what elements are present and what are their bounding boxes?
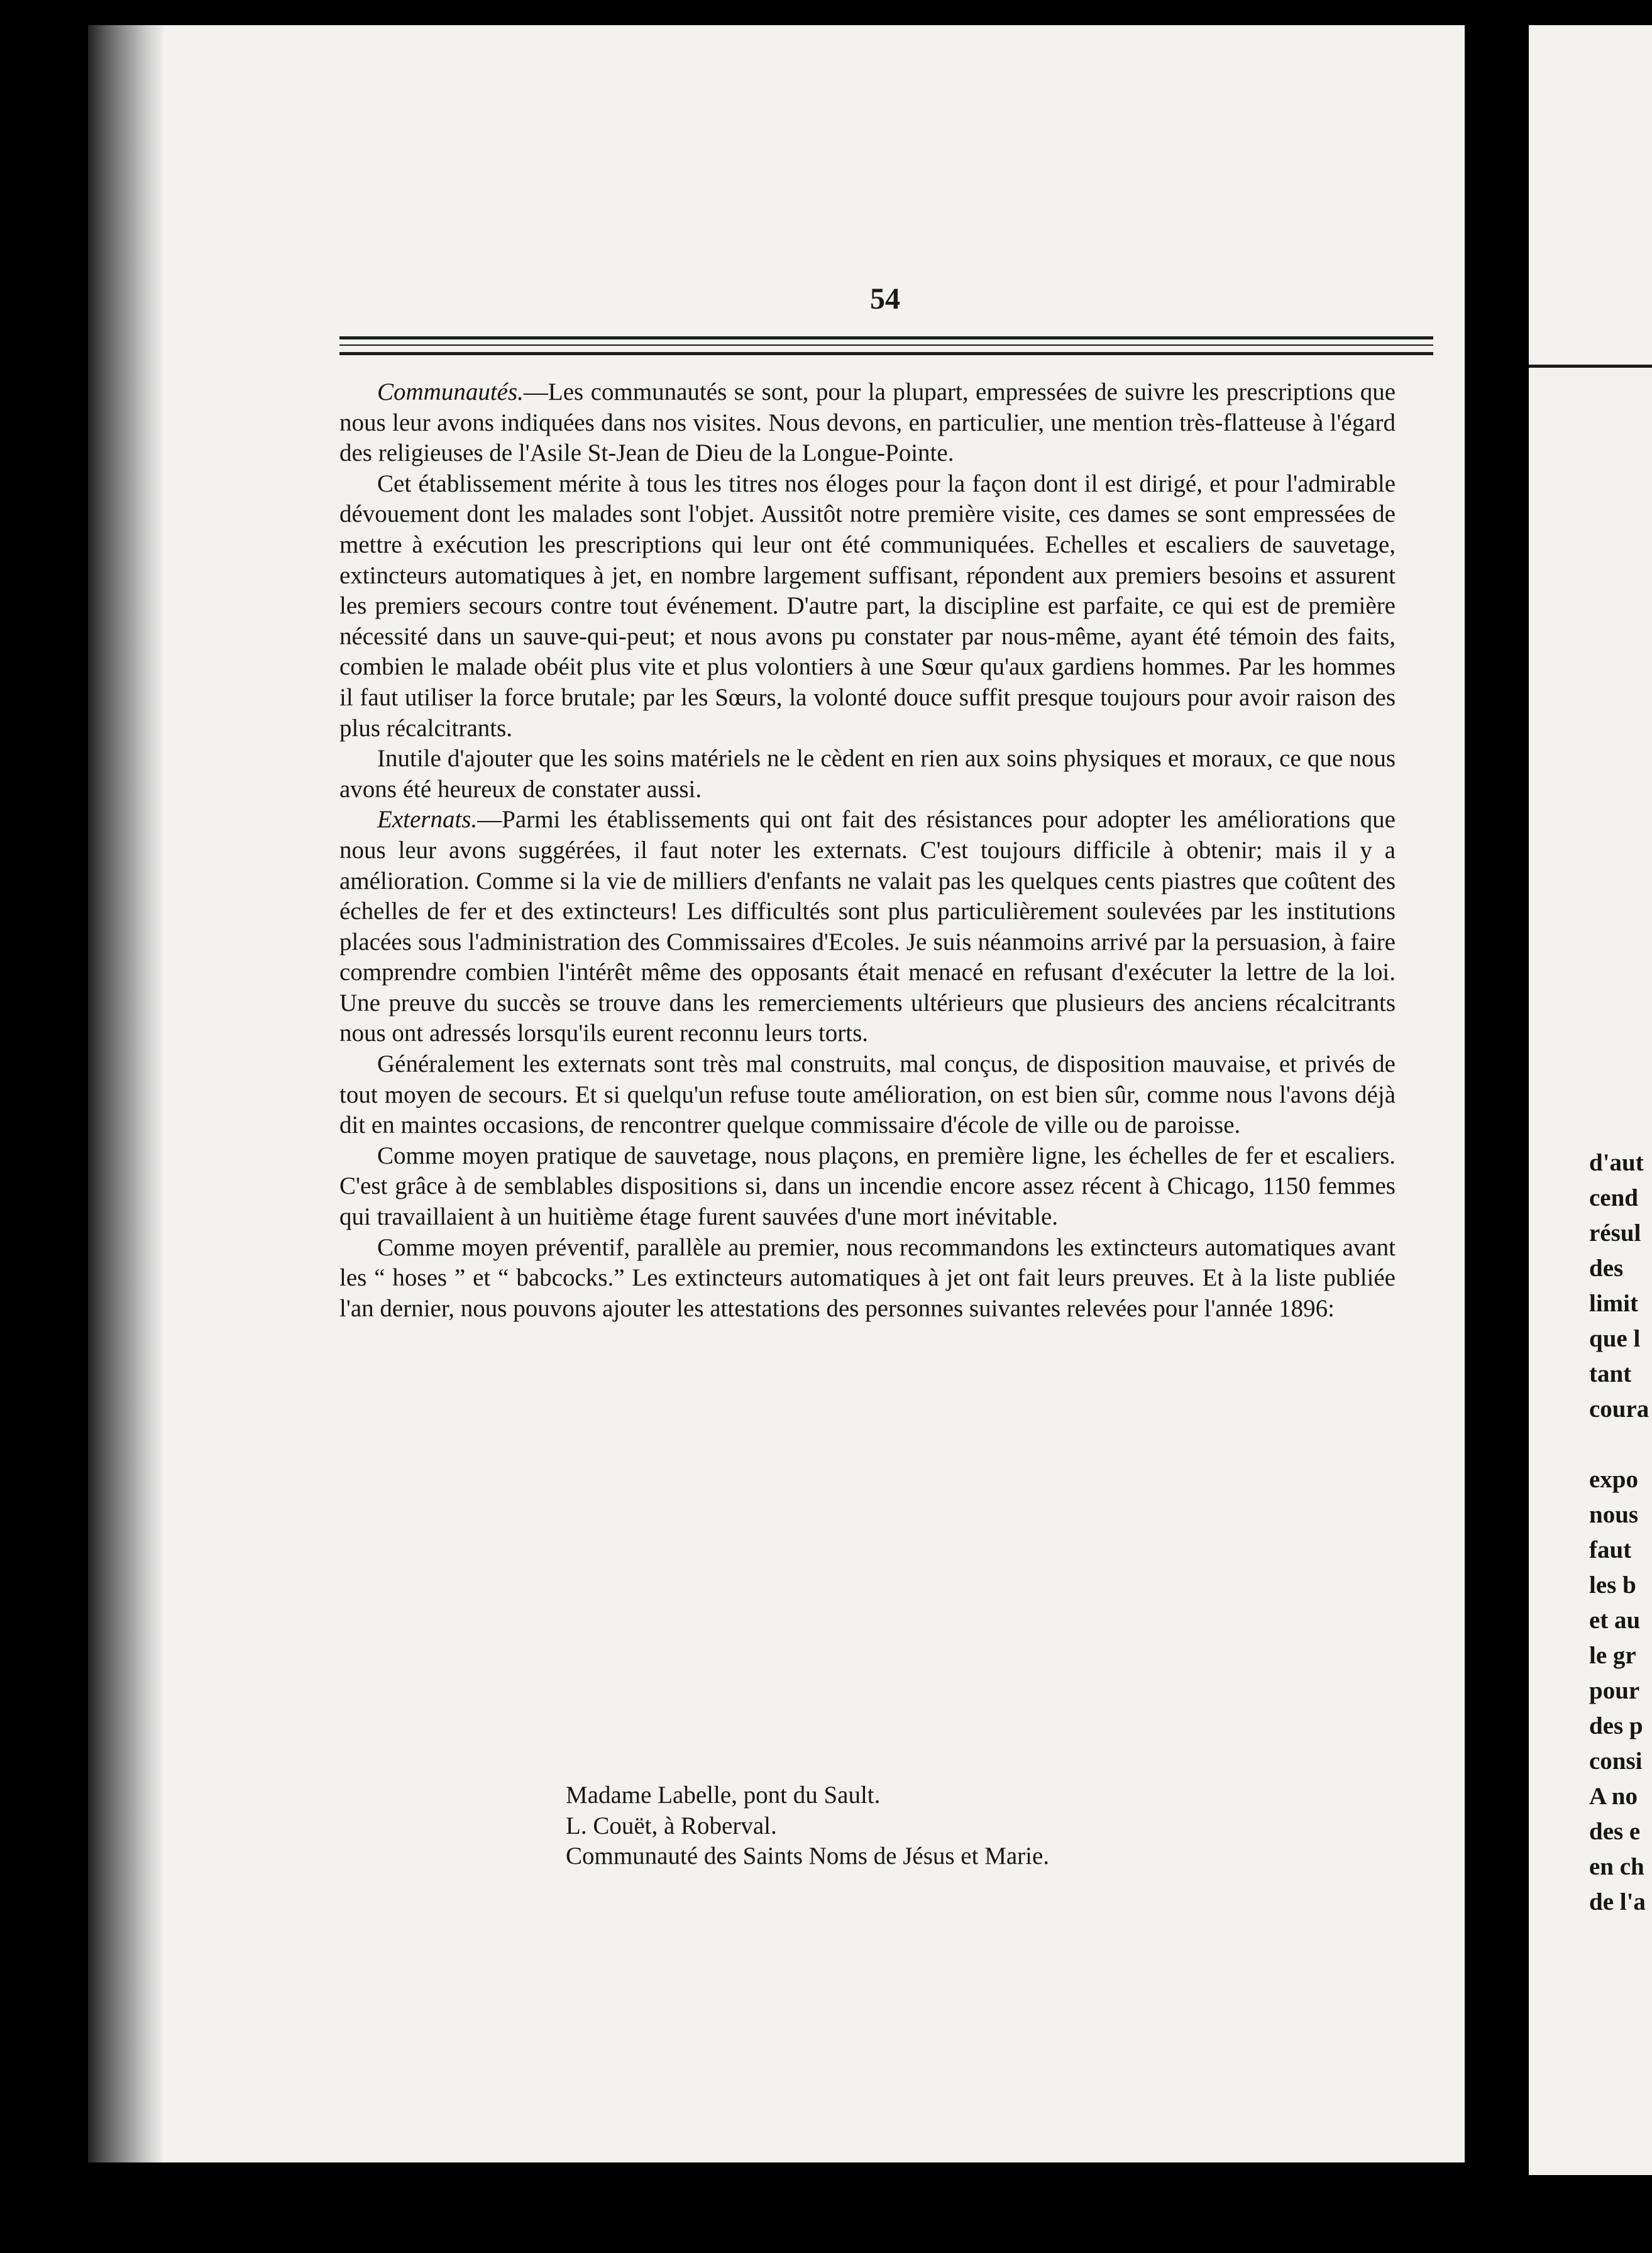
right-page-fragment: de l'a [1589,1888,1646,1915]
right-page-fragment [1589,1427,1649,1462]
right-page-fragment: que l [1589,1325,1641,1352]
gutter [1465,25,1529,2175]
attestation-list [566,1780,1049,1872]
paragraph [339,377,1396,469]
right-page-fragment: des p [1589,1712,1643,1739]
right-page-fragment: et au [1589,1607,1641,1634]
right-page-fragment: faut [1589,1536,1632,1563]
right-page [1529,25,1652,2175]
right-page-fragment: des [1589,1255,1624,1282]
right-page-fragment: le gr [1589,1642,1636,1669]
header-rule-thick-2 [339,352,1433,355]
paragraph-text: Généralement les externats sont très mal construits, mal conçus, de disposition mauvaise, et privés de tout moyen de secours. Et si quelqu'un refuse toute amélioration, on est bien sûr, comme nous l'avons déjà dit en maintes occasions, de rencontrer quelque commissaire d'école de ville ou de paroisse. [339,1050,1396,1139]
attestation-item: Madame Labelle, pont du Sault. [566,1782,881,1809]
paragraph-lead: Communautés. [377,378,524,405]
paragraph-lead: Externats. [377,806,478,834]
attestation-item: Communauté des Saints Noms de Jésus et Marie. [566,1843,1050,1870]
paragraph [339,469,1396,744]
paragraph [339,1049,1396,1141]
right-page-fragment: limit [1589,1290,1638,1317]
paragraph-text: Inutile d'ajouter que les soins matériels ne le cèdent en rien aux soins physiques et moraux, ce que nous avons été heureux de constater aussi. [339,745,1396,803]
right-page-fragment: A no [1589,1783,1638,1810]
right-page-fragment: en ch [1589,1853,1644,1880]
paragraph-text: Cet établissement mérite à tous les titres nos éloges pour la façon dont il est dirigé, et pour l'admirable dévouement dont les malades sont l'objet. Aussitôt notre première visite, ces dames se sont empressées de mettre à exécution les prescriptions qui leur ont été communiquées. Echelles et escaliers de sauvetage, extincteurs automatiques à jet, en nombre largement suffisant, répondent aux premiers besoins et assurent les premiers secours contre tout événement. D'autre part, la discipline est parfaite, ce qui est de première nécessité dans un sauve-qui-peut; et nous avons pu constater par nous-même, ayant été témoin des faits, combien le malade obéit plus vite et plus volontiers à une Sœur qu'aux gardiens hommes. Par les hommes il faut utiliser la force brutale; par les Sœurs, la volonté douce suffit presque toujours pour avoir raison des plus récalcitrants. [339,470,1396,742]
right-page-fragment: coura [1589,1396,1649,1423]
right-page-fragment: résul [1589,1220,1641,1247]
paragraph-text: —Les communautés se sont, pour la plupart, empressées de suivre les prescriptions que nous leur avons indiquées dans nos visites. Nous devons, en particulier, une mention très-flatteuse à l'égard des religieuses de l'Asile St-Jean de Dieu de la Longue-Pointe. [339,378,1396,467]
page-edge-shadow [88,25,163,2162]
right-page-fragment: nous [1589,1501,1639,1528]
page-number-text: 54 [870,282,900,316]
header-rule-thin [339,344,1433,346]
right-page-fragment: les b [1589,1572,1636,1599]
body-text [339,377,1396,1324]
right-page-fragments [1589,1145,1649,1920]
right-page-rule [1529,365,1652,368]
header-rule-thick [339,336,1433,339]
right-page-fragment: pour [1589,1677,1640,1704]
paragraph-text: Comme moyen pratique de sauvetage, nous plaçons, en première ligne, les échelles de fer et escaliers. C'est grâce à de semblables dispositions si, dans un incendie encore assez récent à Chicago, 1150 femmes qui travaillaient à un huitième étage furent sauvées d'une mort inévitable. [339,1142,1396,1231]
paragraph [339,1233,1396,1325]
paragraph [339,1141,1396,1233]
paragraph-text: —Parmi les établissements qui ont fait des résistances pour adopter les améliorations que nous leur avons suggérées, il faut noter les externats. C'est toujours difficile à obtenir; mais il y a amélioration. Comme si la vie de milliers d'enfants ne valait pas les quelques cents piastres que coûtent des échelles de fer et des extincteurs! Les difficultés sont plus particulièrement soulevées par les institutions placées sous l'administration des Commissaires d'Ecoles. Je suis néanmoins arrivé par la persuasion, à faire comprendre combien l'intérêt même des opposants était menacé en refusant d'exécuter la lettre de la loi. Une preuve du succès se trouve dans les remerciements ultérieurs que plusieurs des anciens récalcitrants nous ont adressés lorsqu'ils eurent reconnu leurs torts. [339,806,1396,1047]
paragraph [339,744,1396,805]
right-page-fragment: consi [1589,1748,1643,1775]
right-page-fragment: expo [1589,1466,1638,1493]
paragraph [339,805,1396,1049]
page-number [0,282,1652,316]
right-page-fragment: d'aut [1589,1149,1644,1176]
right-page-fragment: cend [1589,1184,1638,1211]
paragraph-text: Comme moyen préventif, parallèle au premier, nous recommandons les extincteurs automatiques avant les “ hoses ” et “ babcocks.” Les extincteurs automatiques à jet ont fait leurs preuves. Et à la liste publiée l'an dernier, nous pouvons ajouter les attestations des personnes suivantes relevées pour l'année 1896: [339,1233,1396,1322]
right-page-fragment: tant [1589,1360,1632,1387]
right-page-fragment: des e [1589,1818,1641,1845]
attestation-item: L. Couët, à Roberval. [566,1812,777,1839]
